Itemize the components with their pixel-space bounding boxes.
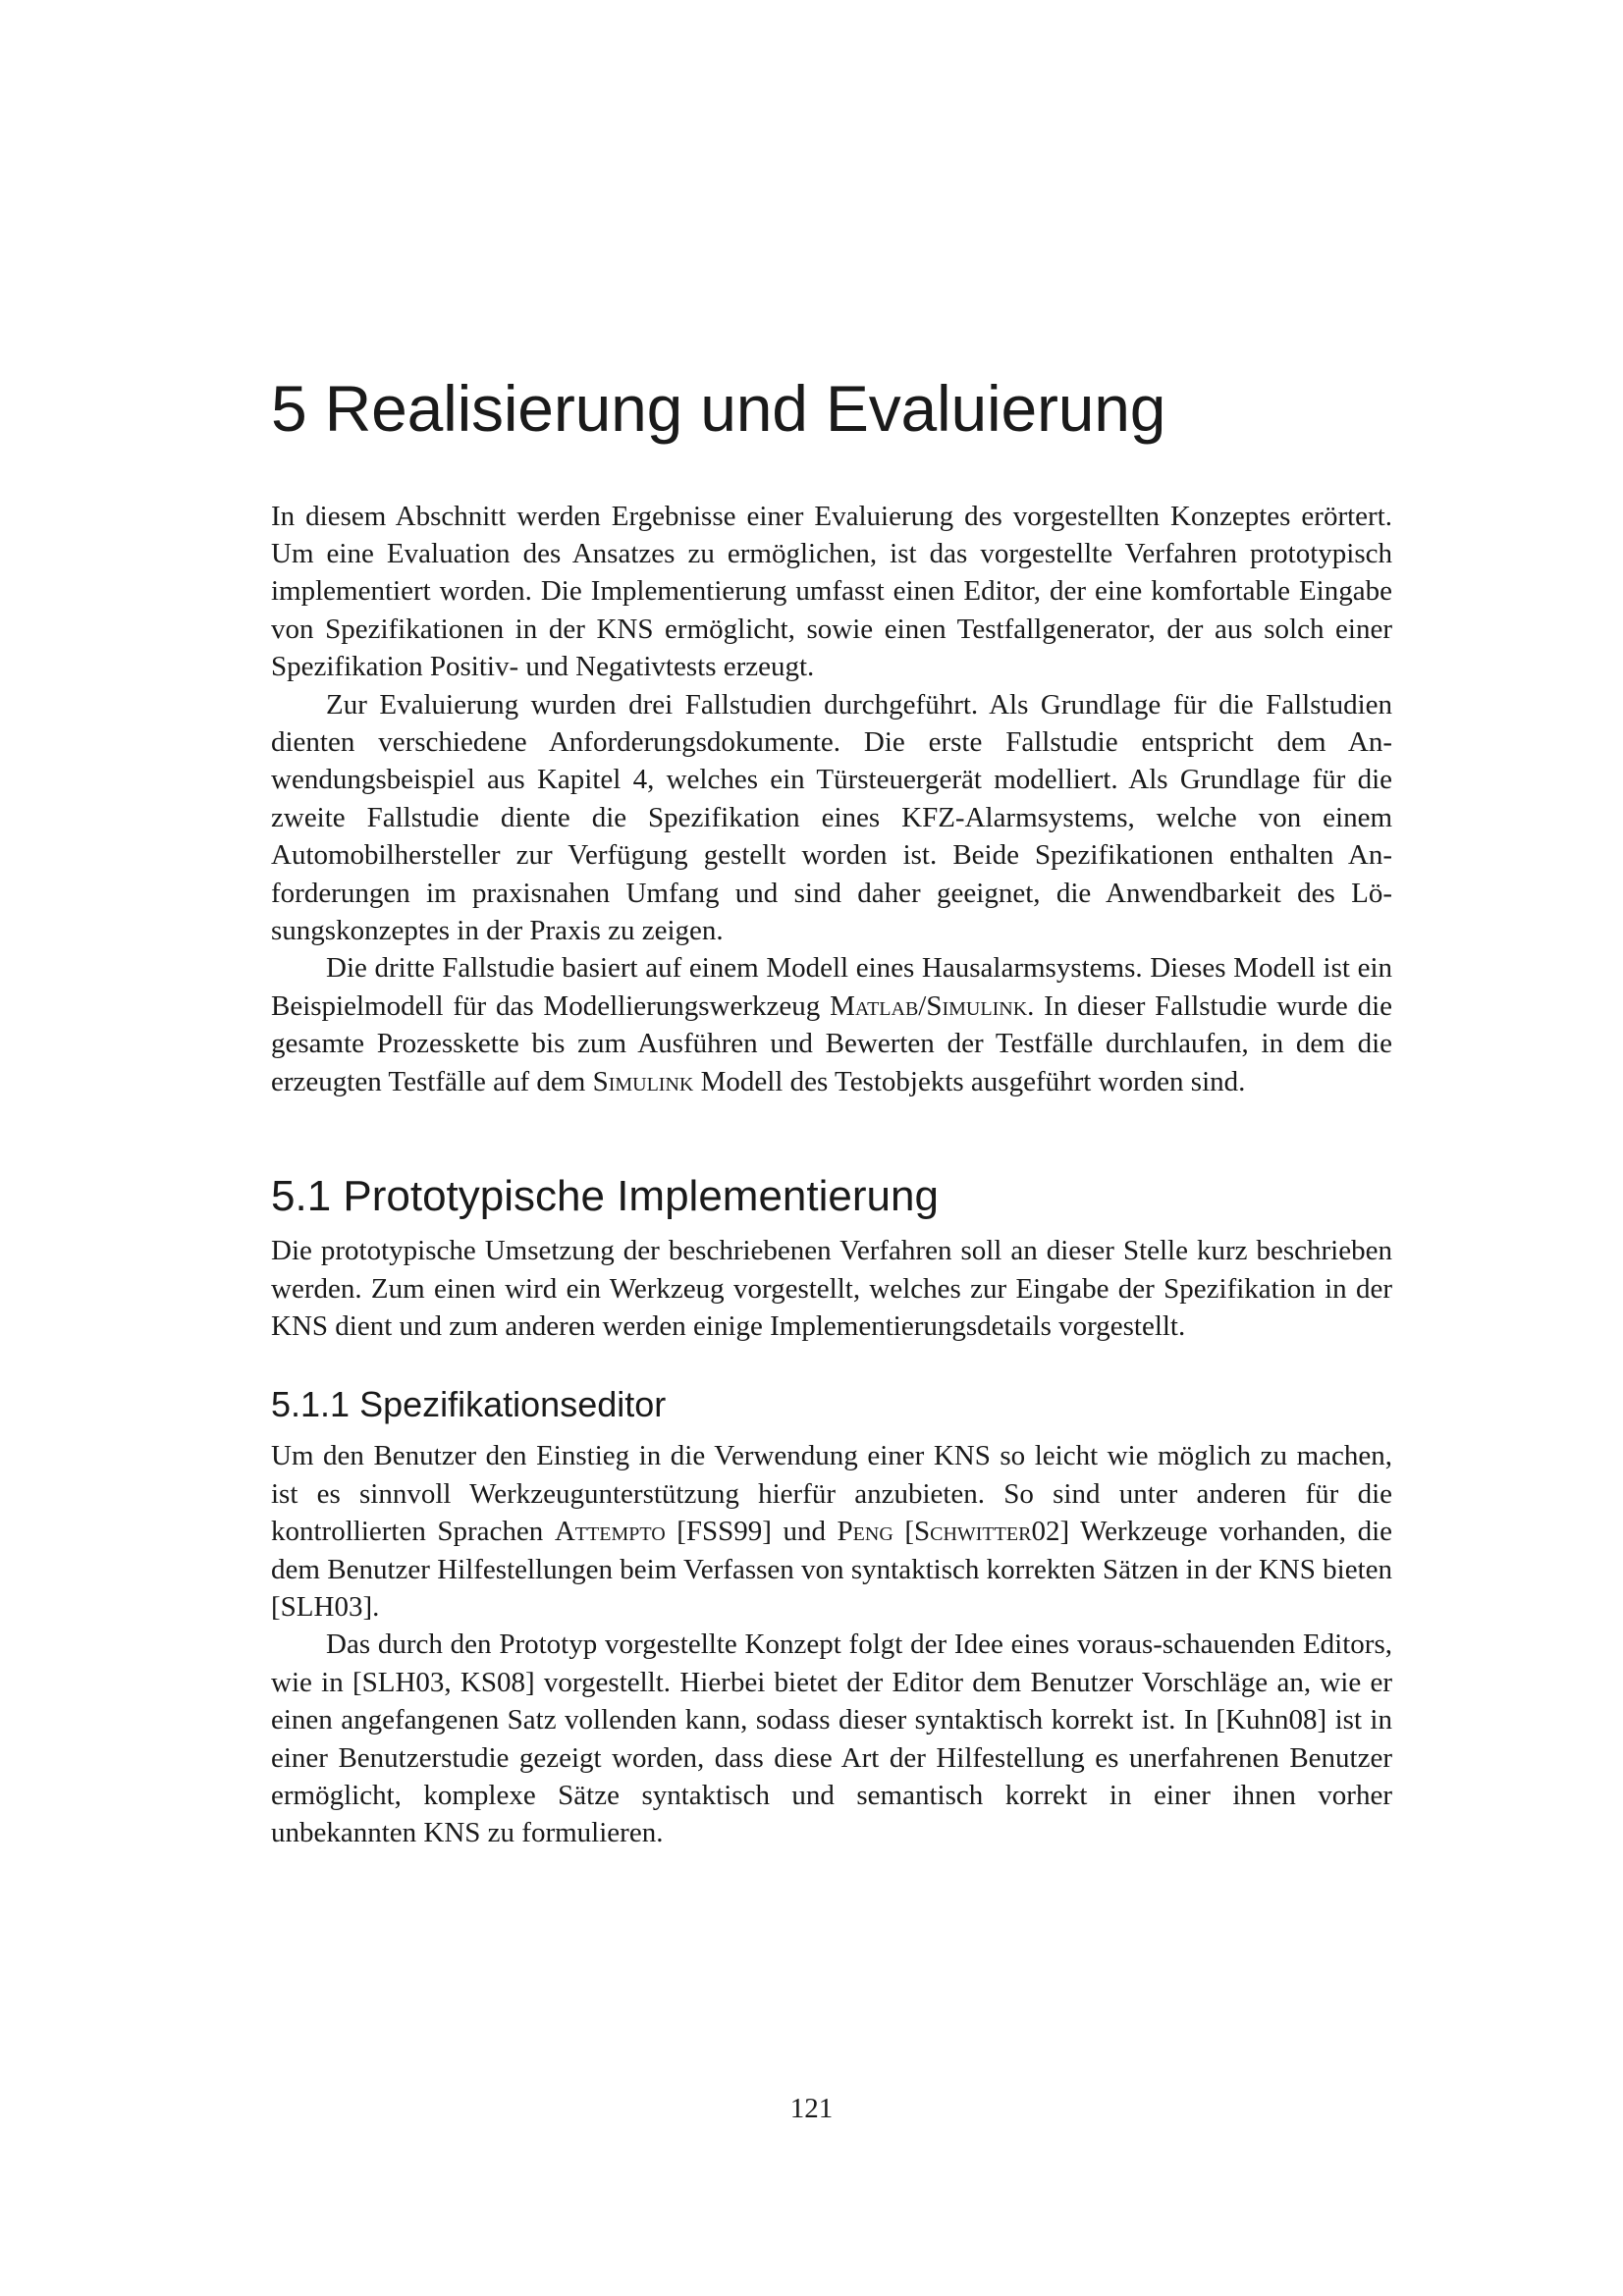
text-run: [: [893, 1516, 914, 1548]
chapter-paragraph-1: In diesem Abschnitt werden Ergebnisse einer Evaluierung des vorgestellten Konzeptes erörtert. Um eine Evaluation des Ansatzes zu ermöglichen, ist das vorgestellte Verfahren prototypisch implementiert worden. Die Implementierung umfasst einen Editor, der eine komfortable Eingabe von Spezifikationen in der KNS ermöglicht, sowie einen Testfallgenerator, der aus solch einer Spezifikation Positiv- und Negativtests erzeugt.: [271, 500, 1392, 683]
text-run: . In dieser Fallstudie wurde die gesamte Prozesskette bis zum Ausführen und Bewerten der Testfälle durchlaufen, in dem die erzeugten Testfälle auf dem: [271, 989, 1393, 1097]
page-content: [271, 373, 1392, 1852]
language-name-attempto: Attempto: [554, 1516, 666, 1548]
text-run: Modell des Testobjekts ausgeführt worden sind.: [693, 1065, 1246, 1097]
citation-author-schwitter: Schwitter: [913, 1516, 1032, 1548]
tool-name-matlab: Matlab: [830, 989, 919, 1022]
section-paragraph: Die prototypische Umsetzung der beschriebenen Verfahren soll an dieser Stelle kurz beschrieben werden. Zum einen wird ein Werkzeug vorgestellt, welches zur Eingabe der Spezifikation in der KNS dient und zum anderen werden einige Implementierungsdetails vorgestellt.: [271, 1235, 1392, 1343]
text-run: /: [918, 989, 927, 1022]
subsection-paragraph-2: Das durch den Prototyp vorgestellte Konzept folgt der Idee eines voraus-schauenden Editors, wie in [SLH03, KS08] vorgestellt. Hierbei bietet der Editor dem Benutzer Vorschläge an, wie er einen angefangenen Satz vollenden kann, sodass dieser syntaktisch korrekt ist. In [Kuhn08] ist in einer Benutzerstudie gezeigt worden, dass diese Art der Hilfestellung es unerfahrenen Benutzer ermöglicht, komplexe Sätze syntaktisch und semantisch korrekt in einer ihnen vorher unbekannten KNS zu formulieren.: [271, 1629, 1392, 1849]
text-run: 02] Werkzeuge vorhanden, die dem Benutzer Hilfestellungen beim Verfassen von syntaktisch korrekten Sätzen in der KNS bieten [SLH03].: [271, 1516, 1392, 1623]
chapter-paragraph-2: Zur Evaluierung wurden drei Fallstudien durchgeführt. Als Grundlage für die Fallstudien dienten verschiedene Anforderungsdokumente. Die erste Fallstudie entspricht dem Anwendungsbeispiel aus Kapitel 4, welches ein Türsteuergerät modelliert. Als Grundlage für die zweite Fallstudie diente die Spezifikation eines KFZ-Alarmsystems, welche von einem Automobilhersteller zur Verfügung gestellt worden ist. Beide Spezifikationen enthalten Anforderungen im praxisnahen Umfang und sind daher geeignet, die Anwendbarkeit des Lösungskonzeptes in der Praxis zu zeigen.: [271, 688, 1392, 947]
page-number: 121: [789, 2093, 834, 2124]
chapter-paragraph-3: [271, 949, 1392, 1100]
subsection-paragraph-1: [271, 1437, 1392, 1626]
language-name-peng: Peng: [837, 1516, 893, 1548]
text-run: Um den Benutzer den Einstieg in die Verwendung einer KNS so leicht wie möglich zu machen, ist es sinnvoll Werkzeugunterstützung hierfür anzubieten. So sind unter anderen für die kontrollierten Sprachen: [271, 1440, 1392, 1548]
chapter-title: 5 Realisierung und Evaluierung: [271, 372, 1166, 445]
text-run: [FSS99] und: [665, 1516, 838, 1548]
text-run: Die dritte Fallstudie basiert auf einem Modell eines Hausalarmsystems. Dieses Modell ist ein Beispielmodell für das Modellierungswerkzeug: [271, 952, 1392, 1022]
tool-name-simulink: Simulink: [926, 989, 1028, 1022]
subsection-title: 5.1.1 Spezifikationseditor: [271, 1383, 667, 1424]
tool-name-simulink: Simulink: [592, 1065, 694, 1097]
section-title: 5.1 Prototypische Implementierung: [271, 1172, 939, 1221]
